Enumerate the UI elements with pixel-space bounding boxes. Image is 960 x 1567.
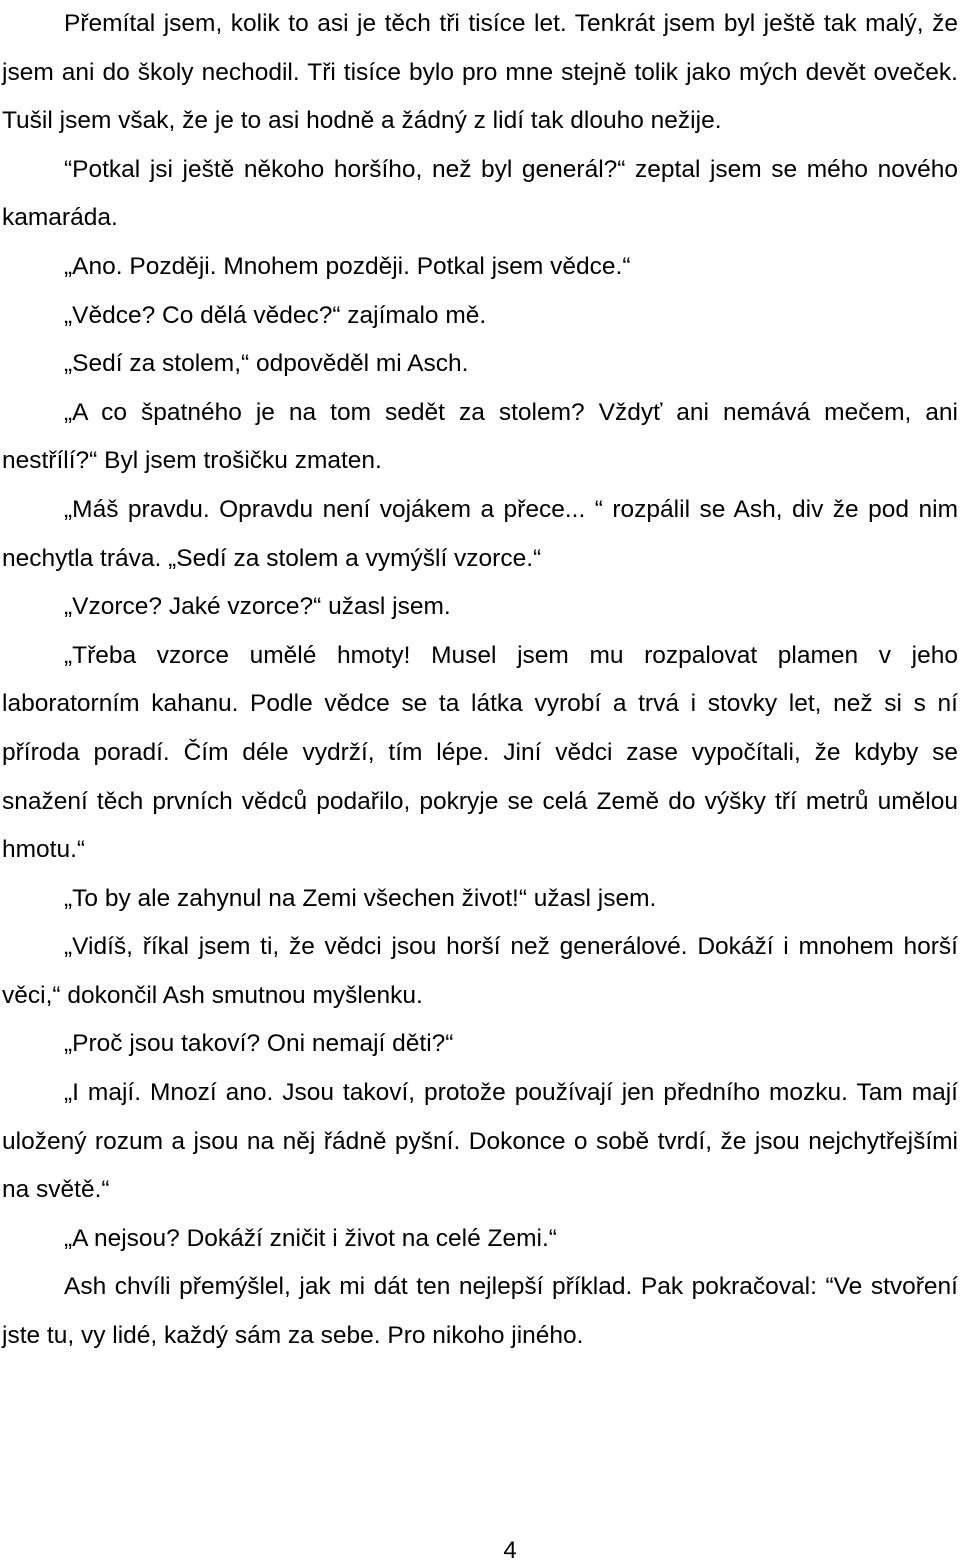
paragraph: „Sedí za stolem,“ odpověděl mi Asch. [64, 350, 469, 378]
paragraph: „Máš pravdu. Opravdu není vojákem a přece... “ rozpálil se Ash, div že pod nim nechytla tráva. „Sedí za stolem a vymýšlí vzorce.“ [2, 495, 958, 572]
paragraph: Ash chvíli přemýšlel, jak mi dát ten nejlepší příklad. Pak pokračoval: “Ve stvoření jste tu, vy lidé, každý sám za sebe. Pro nikoho jiného. [2, 1273, 958, 1350]
paragraph: „A co špatného je na tom sedět za stolem? Vždyť ani nemává mečem, ani nestřílí?“ Byl jsem trošičku zmaten. [2, 398, 958, 475]
document-page [2, 0, 958, 1361]
paragraph: „Proč jsou takoví? Oni nemají děti?“ [64, 1030, 454, 1058]
paragraph: „A nejsou? Dokáží zničit i život na celé Zemi.“ [64, 1224, 557, 1252]
paragraph: „To by ale zahynul na Zemi všechen život!“ užasl jsem. [64, 884, 657, 912]
paragraph: „Vidíš, říkal jsem ti, že vědci jsou horší než generálové. Dokáží i mnohem horší věci,“ dokončil Ash smutnou myšlenku. [2, 933, 958, 1009]
paragraph: „Ano. Později. Mnohem později. Potkal jsem vědce.“ [64, 252, 631, 280]
page-number: 4 [503, 1537, 517, 1564]
paragraph: „Vzorce? Jaké vzorce?“ užasl jsem. [64, 593, 451, 621]
paragraph: „Vědce? Co dělá vědec?“ zajímalo mě. [64, 301, 487, 329]
paragraph: “Potkal jsi ještě někoho horšího, než byl generál?“ zeptal jsem se mého nového kamaráda. [2, 155, 958, 232]
paragraph: Přemítal jsem, kolik to asi je těch tři tisíce let. Tenkrát jsem byl ještě tak malý, že jsem ani do školy nechodil. Tři tisíce bylo pro mne stejně tolik jako mých devět oveček. Tušil jsem však, že je to asi hodně a žádný z lidí tak dlouho nežije. [2, 10, 958, 135]
paragraph: „Třeba vzorce umělé hmoty! Musel jsem mu rozpalovat plamen v jeho laboratorním kahanu. Podle vědce se ta látka vyrobí a trvá i stovky let, než si s ní příroda poradí. Čím déle vydrží, tím lépe. Jiní vědci zase vypočítali, že kdyby se snažení těch prvních vědců podařilo, pokryje se celá Země do výšky tří metrů umělou hmotu.“ [2, 641, 958, 864]
paragraph: „I mají. Mnozí ano. Jsou takoví, protože používají jen předního mozku. Tam mají uložený rozum a jsou na něj řádně pyšní. Dokonce o sobě tvrdí, že jsou nejchytřejšími na světě.“ [2, 1079, 958, 1204]
